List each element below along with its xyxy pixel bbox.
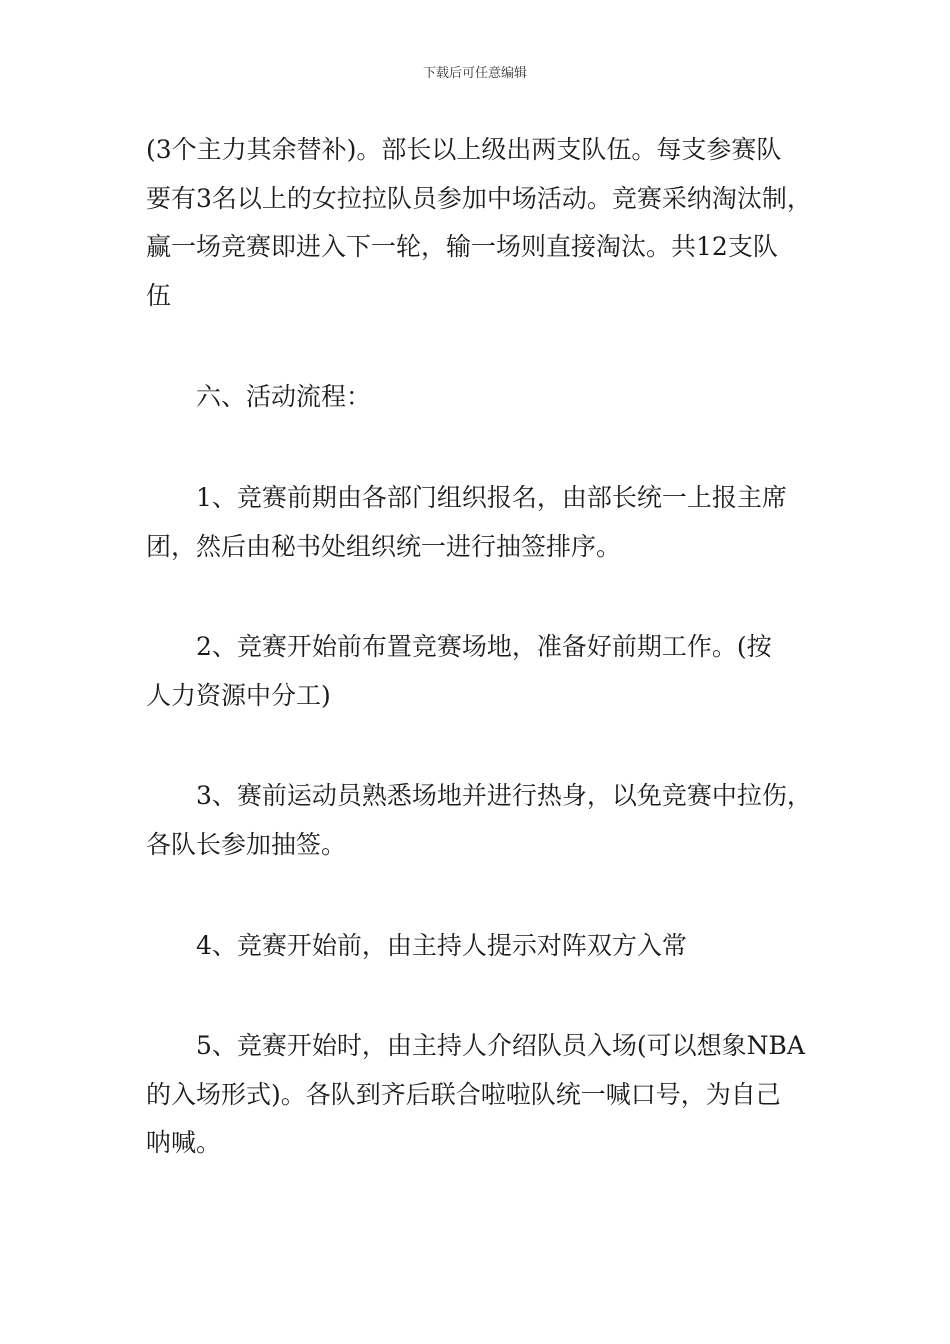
text-line: 2、竞赛开始前布置竞赛场地，准备好前期工作。(按	[196, 632, 772, 661]
list-item-4	[146, 922, 826, 971]
page-header: 下载后可任意编辑	[422, 66, 527, 81]
section-heading-activity-flow	[146, 373, 826, 422]
text-line: 的入场形式)。各队到齐后联合啦啦队统一喊口号，为自己	[146, 1079, 781, 1109]
text-line: 团，然后由秘书处组织统一进行抽签排序。	[146, 531, 622, 561]
text-line: 各队长参加抽签。	[146, 829, 347, 859]
paragraph-team-rules	[146, 126, 826, 320]
text-line: 5、竞赛开始时，由主持人介绍队员入场(可以想象NBA	[196, 1031, 805, 1060]
text-line: 要有3名以上的女拉拉队员参加中场活动。竞赛采纳淘汰制，	[146, 183, 812, 213]
text-line: 赢一场竞赛即进入下一轮，输一场则直接淘汰。共12支队	[146, 232, 778, 261]
list-item-1	[146, 474, 826, 571]
text-line: 4、竞赛开始前，由主持人提示对阵双方入常	[196, 931, 687, 960]
text-line: (3个主力其余替补)。部长以上级出两支队伍。每支参赛队	[146, 135, 782, 164]
text-line: 伍	[146, 280, 172, 310]
text-line: 人力资源中分工)	[146, 680, 331, 710]
text-line: 3、赛前运动员熟悉场地并进行热身，以免竞赛中拉伤，	[196, 781, 812, 810]
text-line: 呐喊。	[146, 1128, 222, 1157]
list-item-2	[146, 623, 826, 720]
list-item-5	[146, 1022, 826, 1168]
section-heading: 六、活动流程：	[196, 382, 372, 411]
text-line: 1、竞赛前期由各部门组织报名，由部长统一上报主席	[196, 483, 787, 512]
list-item-3	[146, 772, 826, 869]
